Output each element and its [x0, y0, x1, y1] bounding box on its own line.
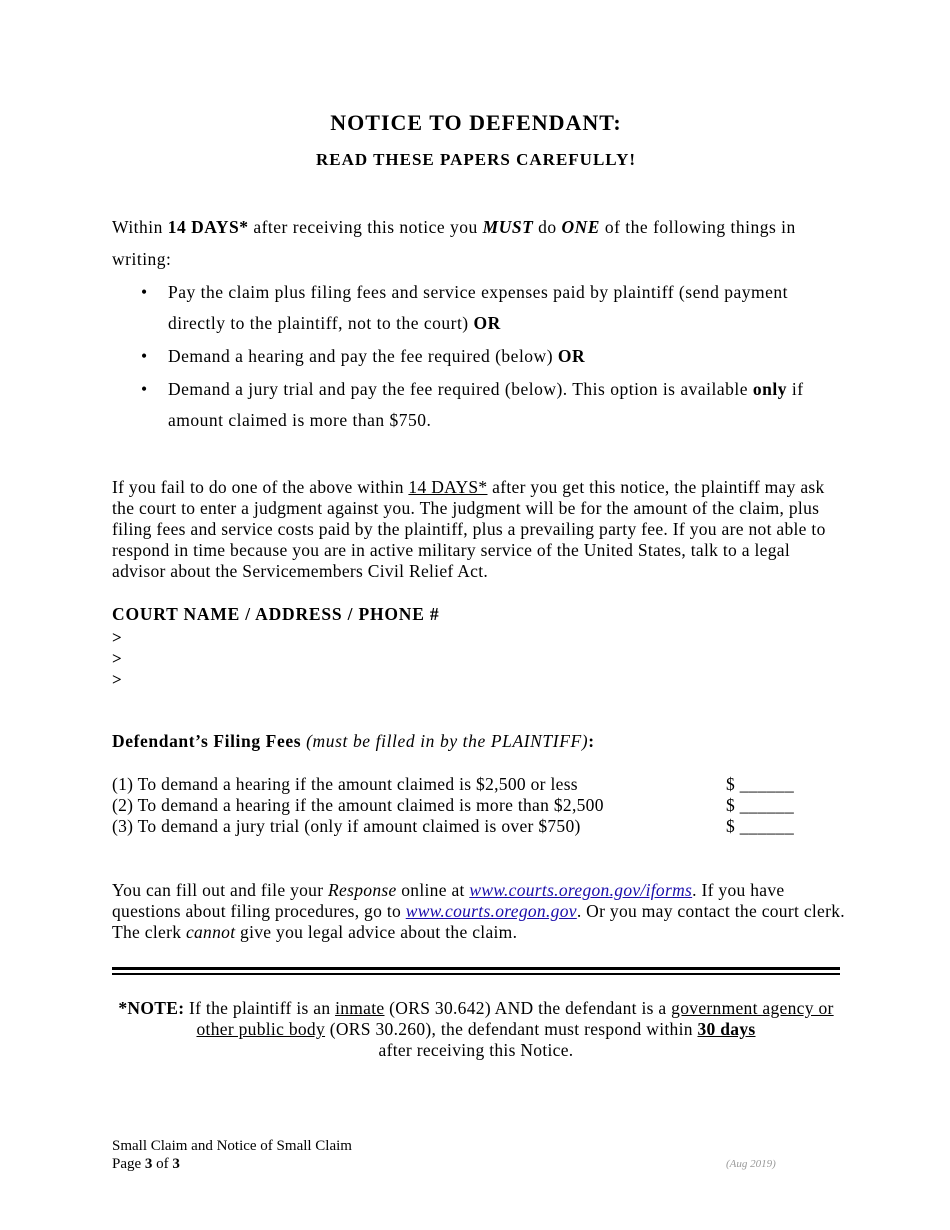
fee-label: (3) To demand a jury trial (only if amount claimed is over $750): [112, 816, 581, 836]
double-divider: [112, 967, 840, 975]
fees-heading: Defendant’s Filing Fees (must be filled in by the PLAINTIFF):: [112, 731, 595, 751]
court-line: >: [112, 628, 122, 647]
note-label: *NOTE:: [118, 998, 185, 1018]
page-subtitle: READ THESE PAPERS CAREFULLY!: [315, 150, 637, 169]
list-item: • Pay the claim plus filing fees and service expenses paid by plaintiff (send payment directly to the plaintiff, not to the court) OR: [112, 277, 840, 339]
failure-paragraph: If you fail to do one of the above within 14 DAYS* after you get this notice, the plaintiff may ask the court to enter a judgment against you. The judgment will be for the amount of the claim, plus filing fees and service costs paid by the plaintiff, plus a prevailing party fee. If you are not able to respond in time because you are in active military service of the United States, talk to a legal advisor about the Servicemembers Civil Relief Act.: [112, 477, 826, 581]
options-list: [112, 277, 840, 438]
one-emphasis: ONE: [561, 217, 600, 237]
fee-label: (2) To demand a hearing if the amount claimed is more than $2,500: [112, 795, 604, 815]
list-item: • Demand a jury trial and pay the fee required (below). This option is available only if amount claimed is more than $750.: [112, 374, 840, 436]
courts-link[interactable]: www.courts.oregon.gov: [405, 901, 577, 921]
bullet-icon: •: [141, 379, 148, 399]
list-item: • Demand a hearing and pay the fee required (below) OR: [112, 341, 840, 372]
fee-row: [112, 774, 840, 795]
online-paragraph: You can fill out and file your Response online at www.courts.oregon.gov/iforms. If you have questions about filing procedures, go to www.courts.oregon.gov. Or you may contact the court clerk. The clerk cannot give you legal advice about the claim.: [112, 880, 845, 942]
iforms-link[interactable]: www.courts.oregon.gov/iforms: [469, 880, 693, 900]
court-heading: COURT NAME / ADDRESS / PHONE #: [112, 604, 440, 624]
fee-label: (1) To demand a hearing if the amount claimed is $2,500 or less: [112, 774, 578, 794]
fee-row: [112, 795, 840, 816]
intro-paragraph: Within 14 DAYS* after receiving this notice you MUST do ONE of the following things in writing:: [112, 217, 796, 269]
deadline-days: 14 DAYS*: [167, 217, 249, 237]
fee-row: [112, 816, 840, 837]
bullet-icon: •: [141, 346, 148, 366]
bullet-icon: •: [141, 282, 148, 302]
fees-table: [112, 774, 840, 837]
court-line: >: [112, 649, 122, 668]
revision-date: (Aug 2019): [726, 1158, 776, 1170]
must-emphasis: MUST: [482, 217, 534, 237]
page-title: NOTICE TO DEFENDANT:: [330, 110, 622, 135]
form-name: Small Claim and Notice of Small Claim: [112, 1138, 352, 1154]
page-footer: [112, 1137, 352, 1173]
note-paragraph: *NOTE: If the plaintiff is an inmate (ORS 30.642) AND the defendant is a government agency or other public body (ORS 30.260), the defendant must respond within 30 days after receiving this Notice.: [118, 998, 834, 1060]
fee-amount-field[interactable]: $ ______: [726, 816, 795, 836]
page-number: Page 3 of 3: [112, 1156, 180, 1172]
court-info-lines: [112, 627, 122, 690]
fee-amount-field[interactable]: $ ______: [726, 774, 795, 794]
court-line: >: [112, 670, 122, 689]
fee-amount-field[interactable]: $ ______: [726, 795, 795, 815]
